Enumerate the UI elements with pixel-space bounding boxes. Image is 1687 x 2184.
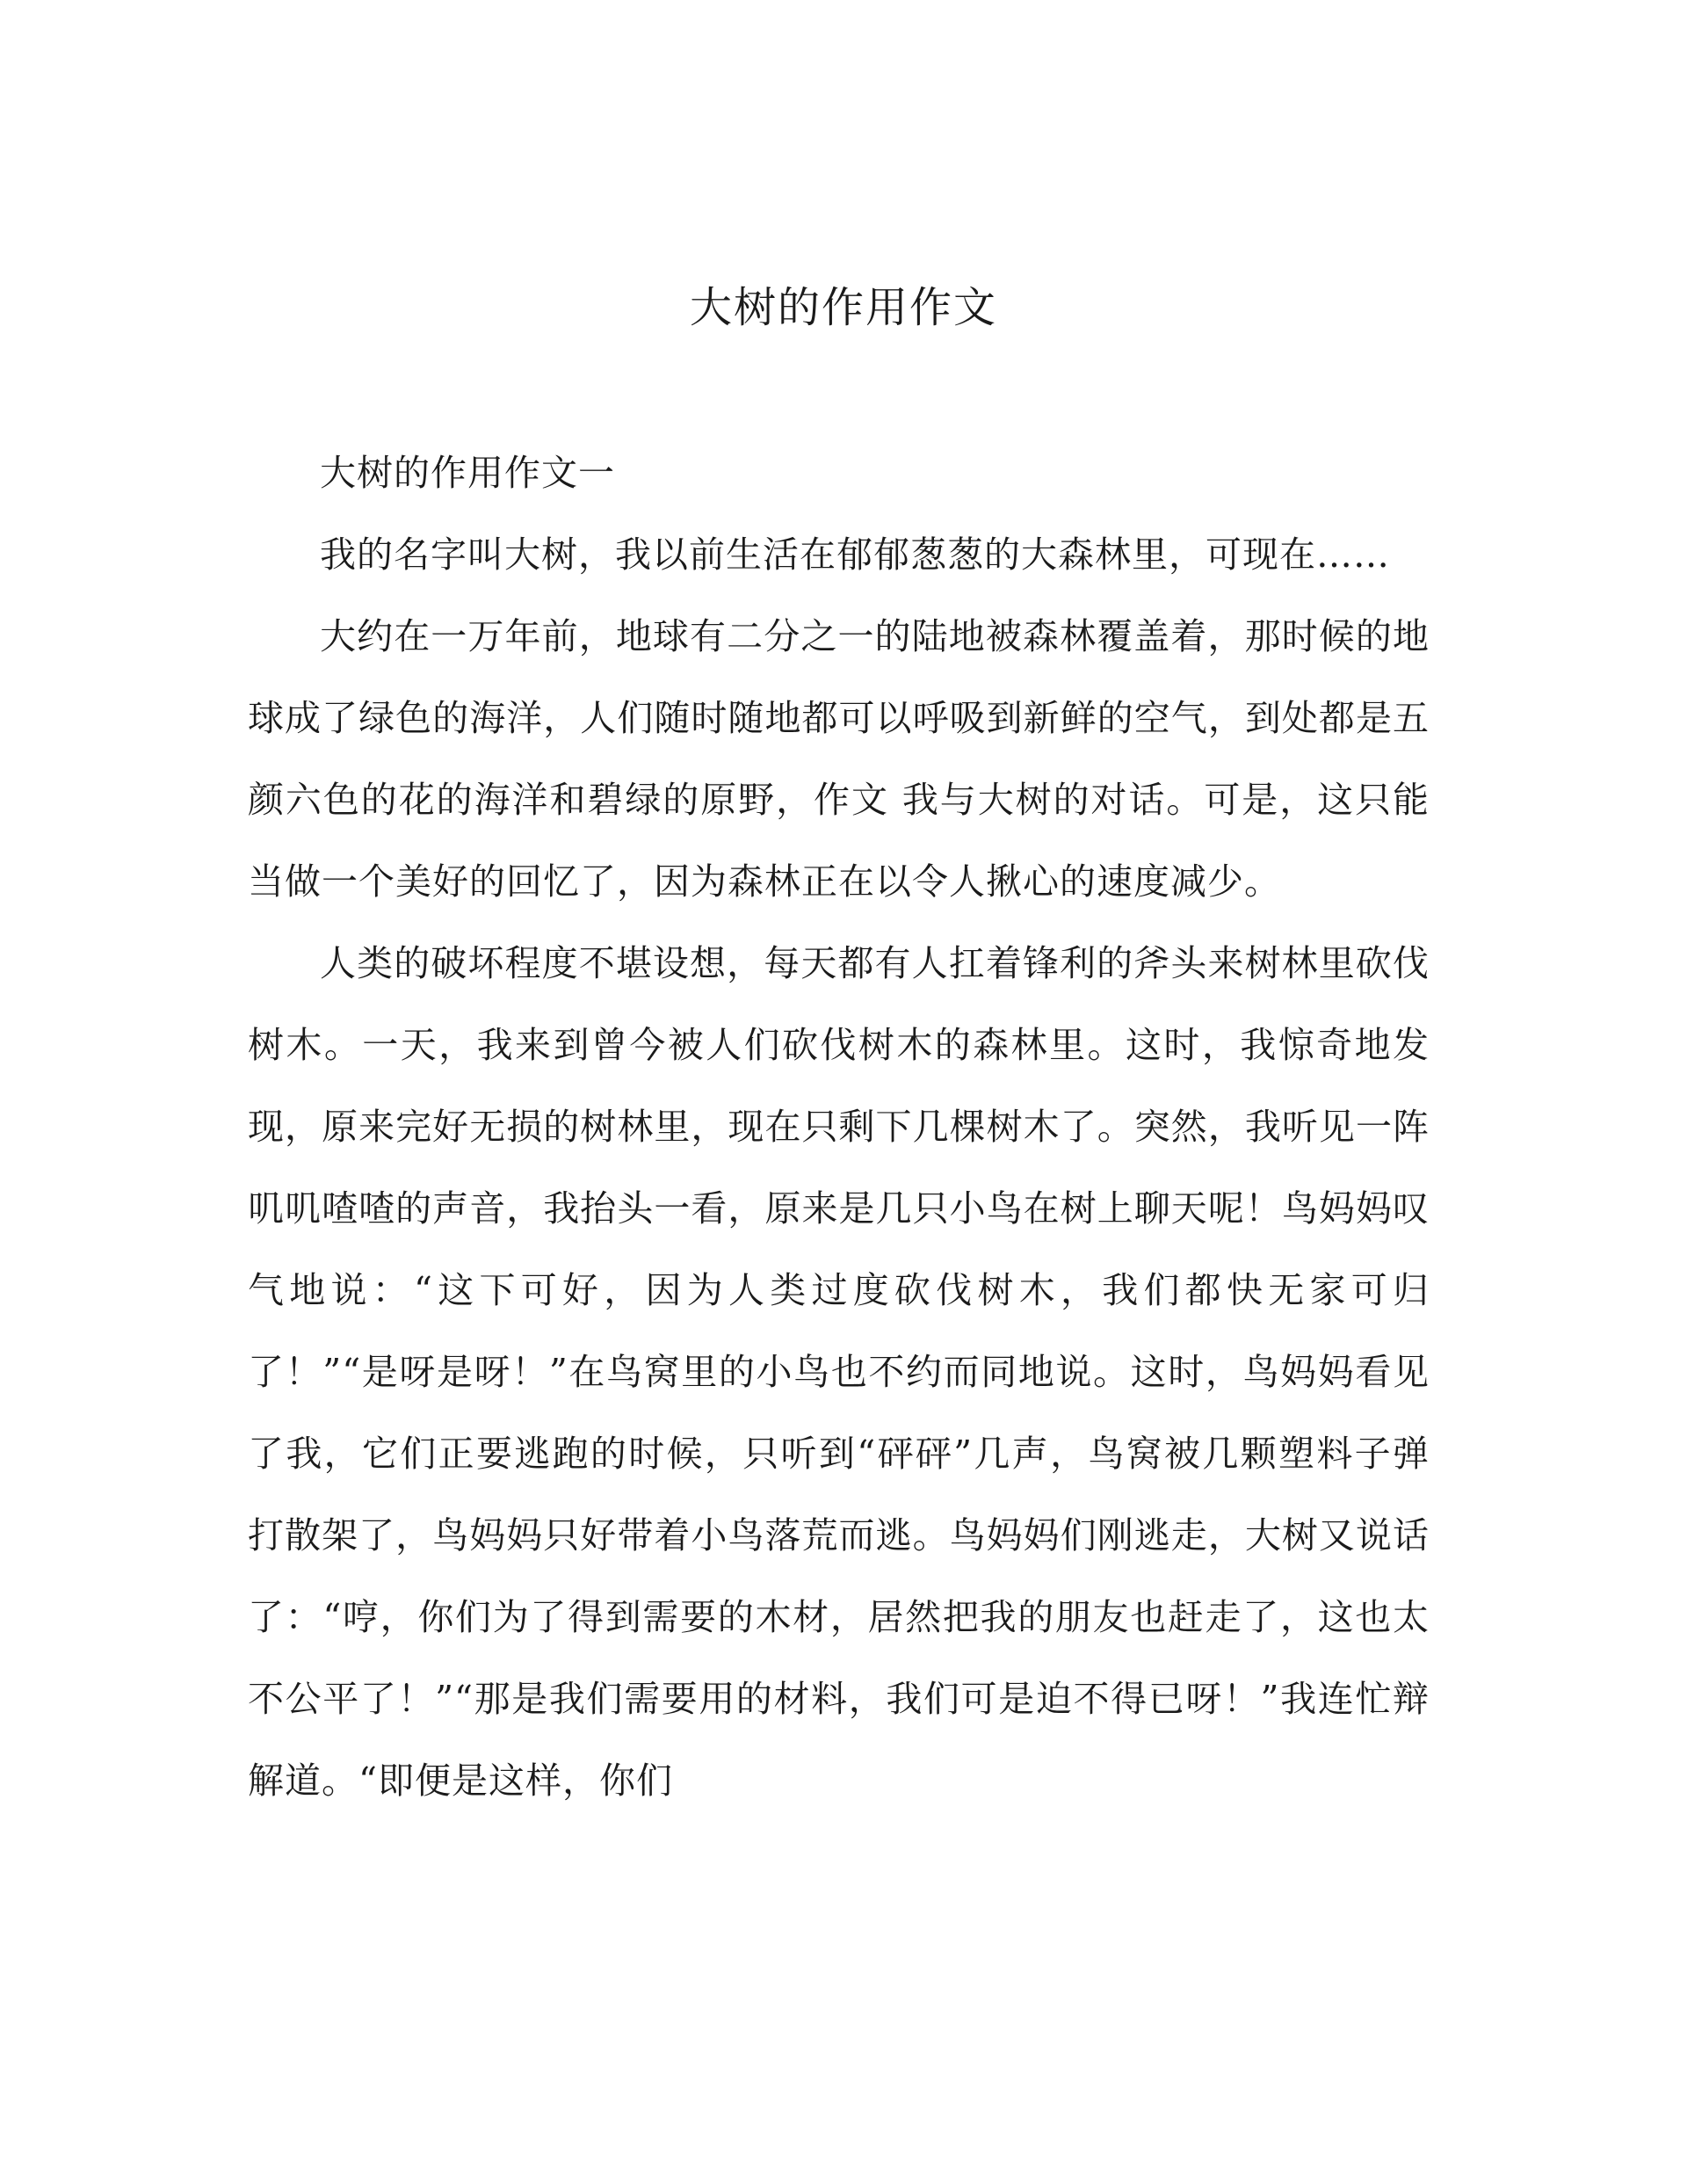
document-title: 大树的作用作文 xyxy=(689,283,997,332)
document-body xyxy=(248,432,1430,1822)
section-heading: 大树的作用作文一 xyxy=(320,452,615,494)
paragraph-3: 人类的破坏程度不堪设想，每天都有人扛着锋利的斧头来树林里砍伐树木。一天，我来到曾今被人们砍伐树木的森林里。这时，我惊奇地发现，原来完好无损的树林里，现在只剩下几棵树木了。突然，我听见一阵叽叽喳喳的声音，我抬头一看，原来是几只小鸟在树上聊天呢！鸟妈妈叹气地说：“这下可好，因为人类过度砍伐树木，我们都快无家可归了！”“是呀是呀！”在鸟窝里的小鸟也不约而同地说。这时，鸟妈妈看见了我，它们正要逃跑的时候，只听到“砰砰”几声，鸟窝被几颗塑料子弹打散架了，鸟妈妈只好带着小鸟落荒而逃。鸟妈妈们刚逃走，大树又说话了：“哼，你们为了得到需要的木材，居然把我的朋友也赶走了，这也太不公平了！”“那是我们需要用的材料，我们可是迫不得已呀！”我连忙辩解道。“即便是这样，你们 xyxy=(248,942,1430,1802)
paragraph-2: 大约在一万年前，地球有二分之一的陆地被森林覆盖着，那时候的地球成了绿色的海洋，人们随时随地都可以呼吸到新鲜的空气，到处都是五颜六色的花的海洋和碧绿的原野，作文 我与大树的对话。可是，这只能当做一个美好的回忆了，因为森林正在以令人揪心的速度减少。 xyxy=(248,615,1430,903)
paragraph-1: 我的名字叫大树，我以前生活在郁郁葱葱的大森林里，可现在…… xyxy=(320,533,1390,576)
